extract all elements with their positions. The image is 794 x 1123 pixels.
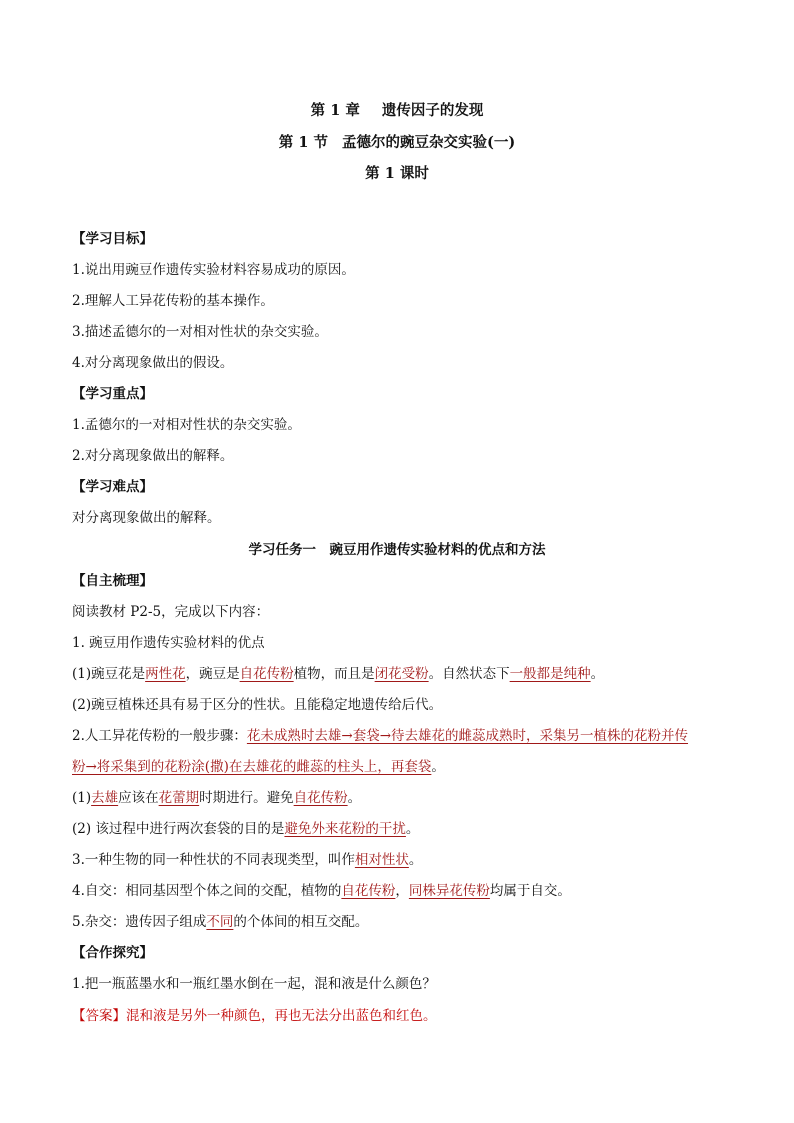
point-1: 1. 豌豆用作遗传实验材料的优点 [72, 635, 265, 651]
self-study-heading: 【自主梳理】 [72, 573, 153, 589]
key-point-item: 2.对分离现象做出的解释。 [72, 448, 234, 464]
key-points-heading: 【学习重点】 [72, 386, 153, 402]
section-title: 第 1 节 孟德尔的豌豆杂交实验(一) [278, 134, 516, 151]
intro-text: 阅读教材 P2-5，完成以下内容： [72, 604, 270, 620]
answer-blank: 闭花受粉 [374, 666, 429, 682]
answer-blank: 相对性状 [354, 852, 409, 868]
answer-blank: 一般都是纯种 [509, 666, 591, 682]
objective-item: 2.理解人工异花传粉的基本操作。 [72, 293, 274, 309]
answer-blank: 花未成熟时去雄→套袋→待去雄花的雌蕊成熟时，采集另一植株的花粉并传 [246, 728, 689, 744]
answer-blank: 粉→将采集到的花粉涂(撒)在去雄花的雌蕊的柱头上，再套袋 [72, 759, 432, 775]
difficulty-item: 对分离现象做出的解释。 [72, 510, 221, 526]
question-3-line-1: 2.人工异花传粉的一般步骤：花未成熟时去雄→套袋→待去雄花的雌蕊成熟时，采集另一植株的花粉并传 [72, 728, 689, 744]
answer-line [72, 1007, 437, 1025]
question-3-line-2: 粉→将采集到的花粉涂(撒)在去雄花的雌蕊的柱头上，再套袋。 [72, 759, 445, 775]
difficulties-heading: 【学习难点】 [72, 479, 153, 495]
lesson-title: 第 1 课时 [365, 165, 429, 182]
chapter-title: 第 1 章 遗传因子的发现 [310, 102, 484, 119]
objective-item: 3.描述孟德尔的一对相对性状的杂交实验。 [72, 324, 328, 340]
objectives-heading: 【学习目标】 [72, 231, 153, 247]
answer-blank: 避免外来花粉的干扰 [284, 821, 406, 837]
question-8: 5.杂交：遗传因子组成不同的个体间的相互交配。 [72, 914, 369, 930]
question-4: (1)去雄应该在花蕾期时期进行。避免自花传粉。 [72, 790, 362, 806]
question-2: (2)豌豆植株还具有易于区分的性状。且能稳定地遗传给后代。 [72, 697, 443, 713]
answer-text: 混和液是另外一种颜色，再也无法分出蓝色和红色。 [126, 1008, 437, 1024]
key-point-item: 1.孟德尔的一对相对性状的杂交实验。 [72, 417, 301, 433]
answer-tag: 【答案】 [72, 1008, 126, 1024]
answer-blank: 自花传粉 [341, 883, 396, 899]
answer-blank: 同株异花传粉 [408, 883, 490, 899]
answer-blank: 两性花 [145, 666, 186, 682]
question-6: 3.一种生物的同一种性状的不同表现类型，叫作相对性状。 [72, 852, 423, 868]
answer-blank: 去雄 [91, 790, 119, 806]
discussion-question-1: 1.把一瓶蓝墨水和一瓶红墨水倒在一起，混和液是什么颜色？ [72, 976, 436, 992]
objective-item: 1.说出用豌豆作遗传实验材料容易成功的原因。 [72, 262, 355, 278]
cooperation-heading: 【合作探究】 [72, 945, 153, 961]
question-5: (2) 该过程中进行两次套袋的目的是避免外来花粉的干扰。 [72, 821, 420, 837]
answer-blank: 自花传粉 [239, 666, 294, 682]
answer-blank: 花蕾期 [158, 790, 200, 806]
task1-heading: 学习任务一 豌豆用作遗传实验材料的优点和方法 [248, 542, 546, 558]
objective-item: 4.对分离现象做出的假设。 [72, 355, 234, 371]
answer-blank: 不同 [206, 914, 234, 930]
answer-blank: 自花传粉 [293, 790, 348, 806]
question-1: (1)豌豆花是两性花，豌豆是自花传粉植物，而且是闭花受粉。自然状态下一般都是纯种。 [72, 666, 605, 682]
question-7: 4.自交：相同基因型个体之间的交配，植物的自花传粉，同株异花传粉均属于自交。 [72, 883, 571, 899]
